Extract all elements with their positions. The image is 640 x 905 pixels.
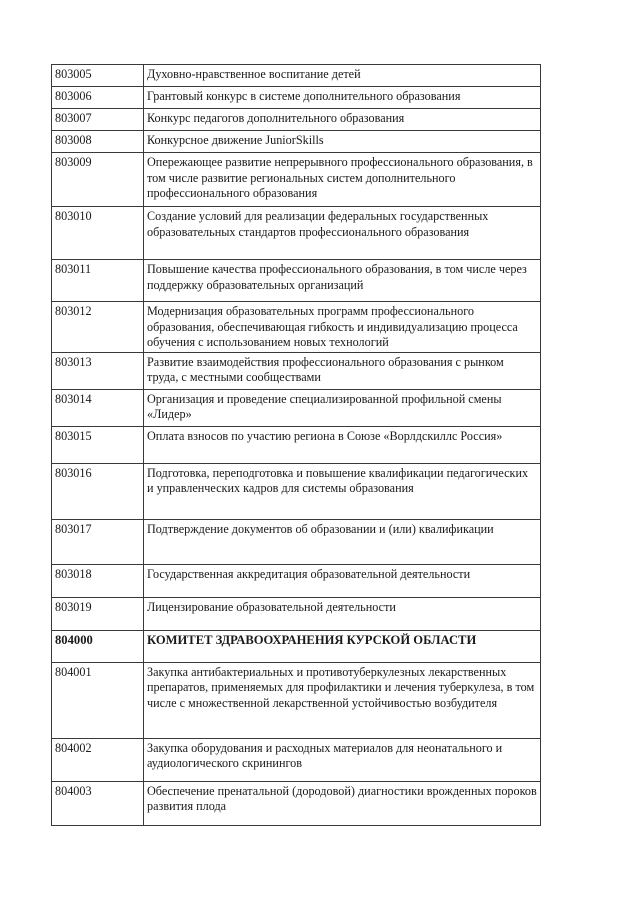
table-row: [52, 597, 541, 630]
code-cell: 803010: [52, 207, 144, 260]
table-row: [52, 109, 541, 131]
description-cell: Закупка оборудования и расходных материалов для неонатального и аудиологического скринингов: [144, 738, 541, 781]
table-row: [52, 352, 541, 389]
table-row: [52, 781, 541, 825]
code-cell: 803011: [52, 260, 144, 302]
description-cell: Развитие взаимодействия профессионального образования с рынком труда, с местными сообществами: [144, 352, 541, 389]
description-cell: Повышение качества профессионального образования, в том числе через поддержку образовательных организаций: [144, 260, 541, 302]
description-cell: Создание условий для реализации федеральных государственных образовательных стандартов профессионального образования: [144, 207, 541, 260]
table-row: [52, 662, 541, 738]
table-row: [52, 131, 541, 153]
code-cell: 803019: [52, 597, 144, 630]
description-cell: Лицензирование образовательной деятельности: [144, 597, 541, 630]
code-cell: 803017: [52, 519, 144, 564]
description-cell: Конкурсное движение JuniorSkills: [144, 131, 541, 153]
description-cell: Подготовка, переподготовка и повышение квалификации педагогических и управленческих кадров для системы образования: [144, 463, 541, 519]
description-cell: Грантовый конкурс в системе дополнительного образования: [144, 87, 541, 109]
code-cell: 803014: [52, 389, 144, 426]
code-cell: 803005: [52, 65, 144, 87]
code-cell: 803015: [52, 426, 144, 463]
table-row: [52, 260, 541, 302]
description-cell: Подтверждение документов об образовании и (или) квалификации: [144, 519, 541, 564]
table-row: [52, 738, 541, 781]
code-cell: 804000: [52, 630, 144, 662]
description-cell: Опережающее развитие непрерывного профессионального образования, в том числе развитие региональных систем дополнительного профессионального образования: [144, 153, 541, 207]
code-cell: 804001: [52, 662, 144, 738]
code-cell: 803009: [52, 153, 144, 207]
table-row: [52, 426, 541, 463]
table-row: [52, 65, 541, 87]
description-cell: Обеспечение пренатальной (дородовой) диагностики врожденных пороков развития плода: [144, 781, 541, 825]
section-title-cell: КОМИТЕТ ЗДРАВООХРАНЕНИЯ КУРСКОЙ ОБЛАСТИ: [144, 630, 541, 662]
table-row: [52, 519, 541, 564]
code-cell: 803013: [52, 352, 144, 389]
code-cell: 803007: [52, 109, 144, 131]
description-cell: Духовно-нравственное воспитание детей: [144, 65, 541, 87]
table-row: [52, 153, 541, 207]
code-cell: 803006: [52, 87, 144, 109]
code-cell: 804002: [52, 738, 144, 781]
description-cell: Оплата взносов по участию региона в Союзе «Ворлдскиллс Россия»: [144, 426, 541, 463]
description-cell: Государственная аккредитация образовательной деятельности: [144, 564, 541, 597]
code-cell: 803008: [52, 131, 144, 153]
description-cell: Модернизация образовательных программ профессионального образования, обеспечивающая гибкость и индивидуализацию процесса обучения с использованием новых технологий: [144, 302, 541, 353]
table-row: [52, 389, 541, 426]
code-cell: 804003: [52, 781, 144, 825]
budget-code-table: [51, 64, 541, 826]
table-row: [52, 463, 541, 519]
description-cell: Закупка антибактериальных и противотуберкулезных лекарственных препаратов, применяемых для профилактики и лечения туберкулеза, в том числе с множественной лекарственной устойчивостью возбудителя: [144, 662, 541, 738]
code-cell: 803018: [52, 564, 144, 597]
description-cell: Организация и проведение специализированной профильной смены «Лидер»: [144, 389, 541, 426]
code-cell: 803016: [52, 463, 144, 519]
table-row: [52, 302, 541, 353]
table-row: [52, 207, 541, 260]
table-row-section-header: [52, 630, 541, 662]
table-row: [52, 87, 541, 109]
description-cell: Конкурс педагогов дополнительного образования: [144, 109, 541, 131]
code-cell: 803012: [52, 302, 144, 353]
table-row: [52, 564, 541, 597]
